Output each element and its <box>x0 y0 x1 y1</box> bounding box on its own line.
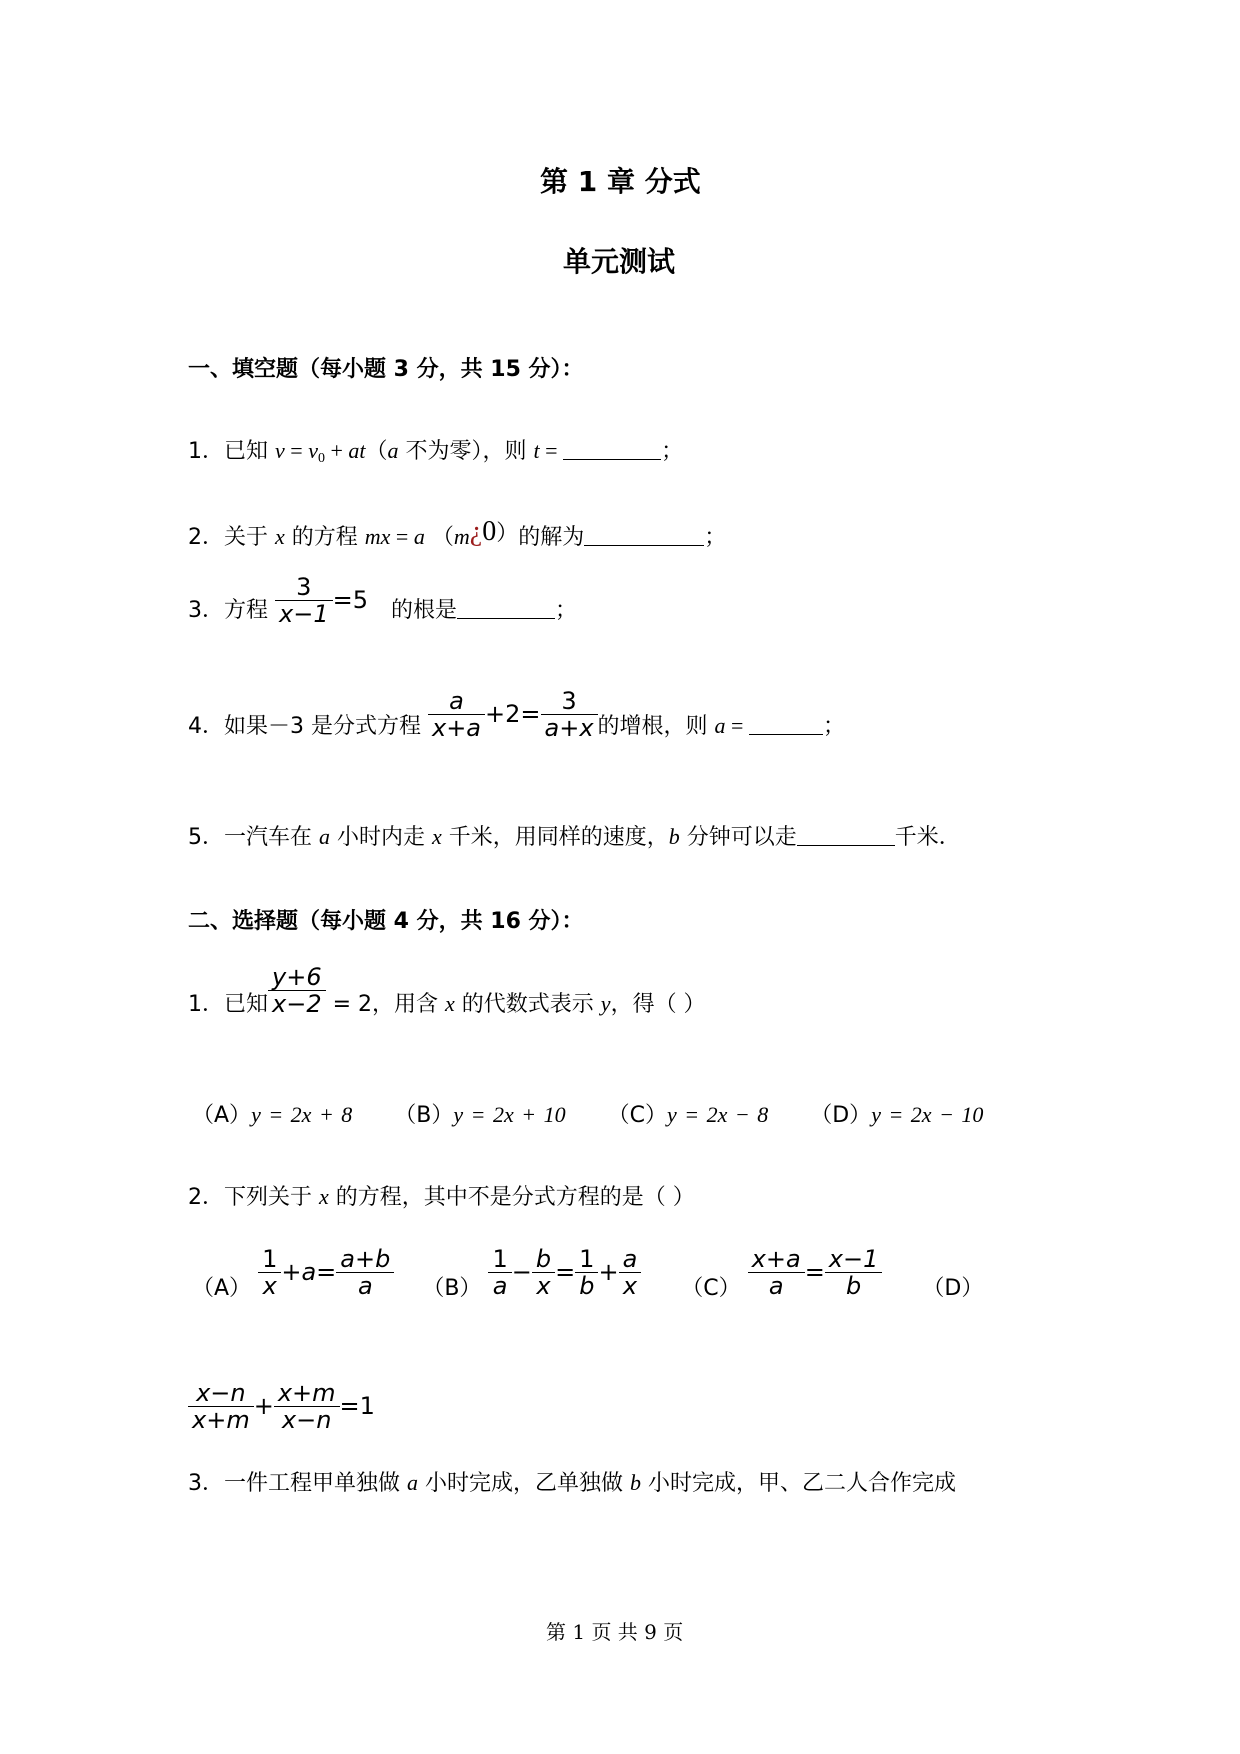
denominator: a+x <box>544 714 594 742</box>
option-label: （A） <box>192 1276 252 1301</box>
fraction <box>268 964 326 1017</box>
text: 的代数式表示 <box>454 992 601 1017</box>
denominator: x−1 <box>279 600 329 628</box>
s1-question-1 <box>188 434 683 467</box>
denominator: x+m <box>192 1406 250 1434</box>
text: 的根是 <box>390 598 457 623</box>
math-var: a <box>714 713 726 738</box>
s1-question-4 <box>188 688 845 741</box>
text: 千米，用同样的速度， <box>441 825 669 850</box>
fraction <box>258 1246 281 1299</box>
question-number: 2． <box>188 1185 224 1210</box>
denominator: a <box>357 1272 373 1300</box>
denominator: x <box>536 1272 551 1300</box>
math-var: mx <box>364 524 391 549</box>
fraction <box>748 1246 805 1299</box>
math-op: = <box>725 713 749 738</box>
math-var: a <box>387 438 399 463</box>
numerator: 1 <box>575 1246 598 1273</box>
option-label: （B） <box>394 1103 454 1128</box>
fraction <box>336 1246 394 1299</box>
page-footer: 第 1 页 共 9 页 <box>546 1620 684 1644</box>
text: ） <box>496 521 519 546</box>
text: ； <box>661 439 684 464</box>
math-var: m <box>453 524 470 549</box>
math-var: a <box>319 824 330 849</box>
answer-blank[interactable] <box>563 437 661 460</box>
text: 一件工程甲单独做 <box>224 1471 407 1496</box>
math-op: + <box>324 438 349 463</box>
question-number: 1． <box>188 992 224 1017</box>
math-number: 0 <box>482 516 497 547</box>
s2-q1-options <box>192 1098 983 1129</box>
option-d-expression[interactable] <box>188 1380 375 1433</box>
numerator: x+m <box>274 1380 340 1407</box>
fraction <box>188 1380 254 1433</box>
option-expr: y = 2x + 10 <box>453 1102 566 1127</box>
numerator: y+6 <box>268 964 326 991</box>
option-label: （C） <box>607 1103 667 1128</box>
math-var: b <box>668 824 680 849</box>
math-op: =5 <box>332 586 368 614</box>
denominator: x−n <box>281 1406 332 1434</box>
s2-question-1 <box>188 964 706 1018</box>
option-label: （C） <box>681 1276 741 1301</box>
denominator: a <box>492 1272 508 1300</box>
section2-heading: 二、选择题（每小题 4 分，共 16 分）： <box>188 909 584 934</box>
s1-question-2 <box>188 516 726 551</box>
math-op: = <box>555 1258 576 1286</box>
option-a[interactable] <box>192 1245 401 1301</box>
question-number: 3． <box>188 1471 224 1496</box>
text: 小时内走 <box>330 825 432 850</box>
fraction <box>274 1380 340 1433</box>
math-op: +2= <box>485 700 541 728</box>
math-var: a <box>407 1470 418 1495</box>
question-number: 5． <box>188 825 224 850</box>
text: 关于 <box>224 525 275 550</box>
math-var: t <box>533 438 540 463</box>
text: （ <box>431 525 454 550</box>
s2-question-2 <box>188 1180 695 1211</box>
text: 的解为 <box>518 525 585 550</box>
answer-blank[interactable] <box>584 523 704 546</box>
numerator: 1 <box>488 1246 511 1273</box>
option-expr: y = 2x − 10 <box>871 1102 984 1127</box>
option-b[interactable] <box>422 1245 648 1301</box>
answer-blank[interactable] <box>797 823 895 846</box>
answer-paren[interactable]: 的方程，其中不是分式方程的是（ ） <box>328 1185 695 1210</box>
option-b[interactable] <box>394 1103 565 1128</box>
numerator: 3 <box>275 574 333 601</box>
denominator: b <box>579 1272 595 1300</box>
numerator: x+a <box>748 1246 805 1273</box>
text: 分钟可以走 <box>679 825 797 850</box>
fraction <box>575 1246 598 1299</box>
option-d[interactable] <box>810 1103 983 1128</box>
text: 千米． <box>894 825 961 850</box>
text: 的增根，则 <box>597 714 715 739</box>
text: ，则 <box>482 439 534 464</box>
text: 小时完成，甲、乙二人合作完成 <box>641 1471 956 1496</box>
fraction <box>275 574 333 627</box>
text: 不为零） <box>398 439 483 464</box>
math-op: + <box>598 1258 619 1286</box>
chapter-title: 第 1 章 分式 <box>540 165 701 198</box>
denominator: a <box>768 1272 784 1300</box>
fraction <box>428 688 485 741</box>
text: ； <box>822 714 845 739</box>
fraction <box>619 1246 642 1299</box>
option-label: （D） <box>922 1276 984 1301</box>
numerator: x−n <box>188 1380 254 1407</box>
fraction <box>825 1246 883 1299</box>
text: 方程 <box>224 598 275 623</box>
section1-heading: 一、填空题（每小题 3 分，共 15 分）： <box>188 357 584 382</box>
denominator: x−2 <box>272 990 322 1018</box>
page-subtitle: 单元测试 <box>563 245 676 278</box>
math-var: x <box>432 824 442 849</box>
text: ； <box>555 598 578 623</box>
option-d-label[interactable] <box>922 1246 984 1301</box>
numerator: 1 <box>258 1246 281 1273</box>
math-op: − <box>511 1258 532 1286</box>
math-var: y <box>600 991 611 1016</box>
text: 小时完成，乙单独做 <box>418 1471 630 1496</box>
option-c[interactable] <box>608 1103 769 1128</box>
option-label: （B） <box>422 1276 482 1301</box>
math-var: x <box>275 524 285 549</box>
text: 已知 <box>224 439 275 464</box>
question-number: 3． <box>188 598 224 623</box>
math-var: b <box>630 1470 641 1495</box>
math-var: a <box>413 524 425 549</box>
math-var: x <box>319 1184 329 1209</box>
numerator: a+b <box>336 1246 394 1273</box>
option-a[interactable] <box>192 1103 352 1128</box>
fraction <box>532 1246 555 1299</box>
math-var: x <box>445 991 455 1016</box>
text: （ <box>365 439 388 464</box>
option-expr: y = 2x − 8 <box>667 1102 769 1127</box>
math-op: + <box>253 1392 274 1420</box>
numerator: a <box>619 1246 642 1273</box>
fraction <box>488 1246 511 1299</box>
text: 下列关于 <box>224 1185 319 1210</box>
math-op: = <box>390 524 414 549</box>
math-var: v <box>275 438 285 463</box>
denominator: x+a <box>431 714 482 742</box>
text: 一汽车在 <box>224 825 319 850</box>
question-number: 4． <box>188 714 224 739</box>
numerator: a <box>428 688 485 715</box>
option-expr: y = 2x + 8 <box>251 1102 353 1127</box>
math-subscript: 0 <box>317 451 325 466</box>
answer-blank[interactable] <box>749 712 823 735</box>
math-var: v <box>308 438 318 463</box>
text: ； <box>704 525 727 550</box>
answer-blank[interactable] <box>457 596 555 619</box>
s1-question-5 <box>188 820 961 851</box>
math-var: at <box>348 438 366 463</box>
option-label: （A） <box>192 1103 252 1128</box>
question-number: 2． <box>188 525 224 550</box>
denominator: b <box>845 1272 862 1300</box>
text: 已知 <box>224 992 269 1017</box>
numerator: 3 <box>541 688 598 715</box>
question-number: 1． <box>188 439 224 464</box>
math-op: +a= <box>281 1258 337 1286</box>
option-c[interactable] <box>681 1245 889 1301</box>
numerator: b <box>532 1246 555 1273</box>
fraction <box>541 688 598 741</box>
garbled-symbol: ¿ <box>469 516 483 547</box>
math-op: =1 <box>339 1392 375 1420</box>
text: 的方程 <box>284 525 365 550</box>
option-label: （D） <box>810 1103 872 1128</box>
math-op: = <box>284 438 309 463</box>
numerator: x−1 <box>825 1246 883 1273</box>
s1-question-3 <box>188 574 577 627</box>
denominator: x <box>622 1272 638 1300</box>
math-op: = <box>539 438 564 463</box>
text: 如果－3 是分式方程 <box>224 714 428 739</box>
denominator: x <box>262 1272 277 1300</box>
text: = 2，用含 <box>325 992 446 1017</box>
answer-paren[interactable]: ，得（ ） <box>610 992 706 1017</box>
s2-question-3 <box>188 1466 956 1497</box>
math-op: = <box>804 1258 825 1286</box>
s2-q2-options <box>192 1246 983 1302</box>
